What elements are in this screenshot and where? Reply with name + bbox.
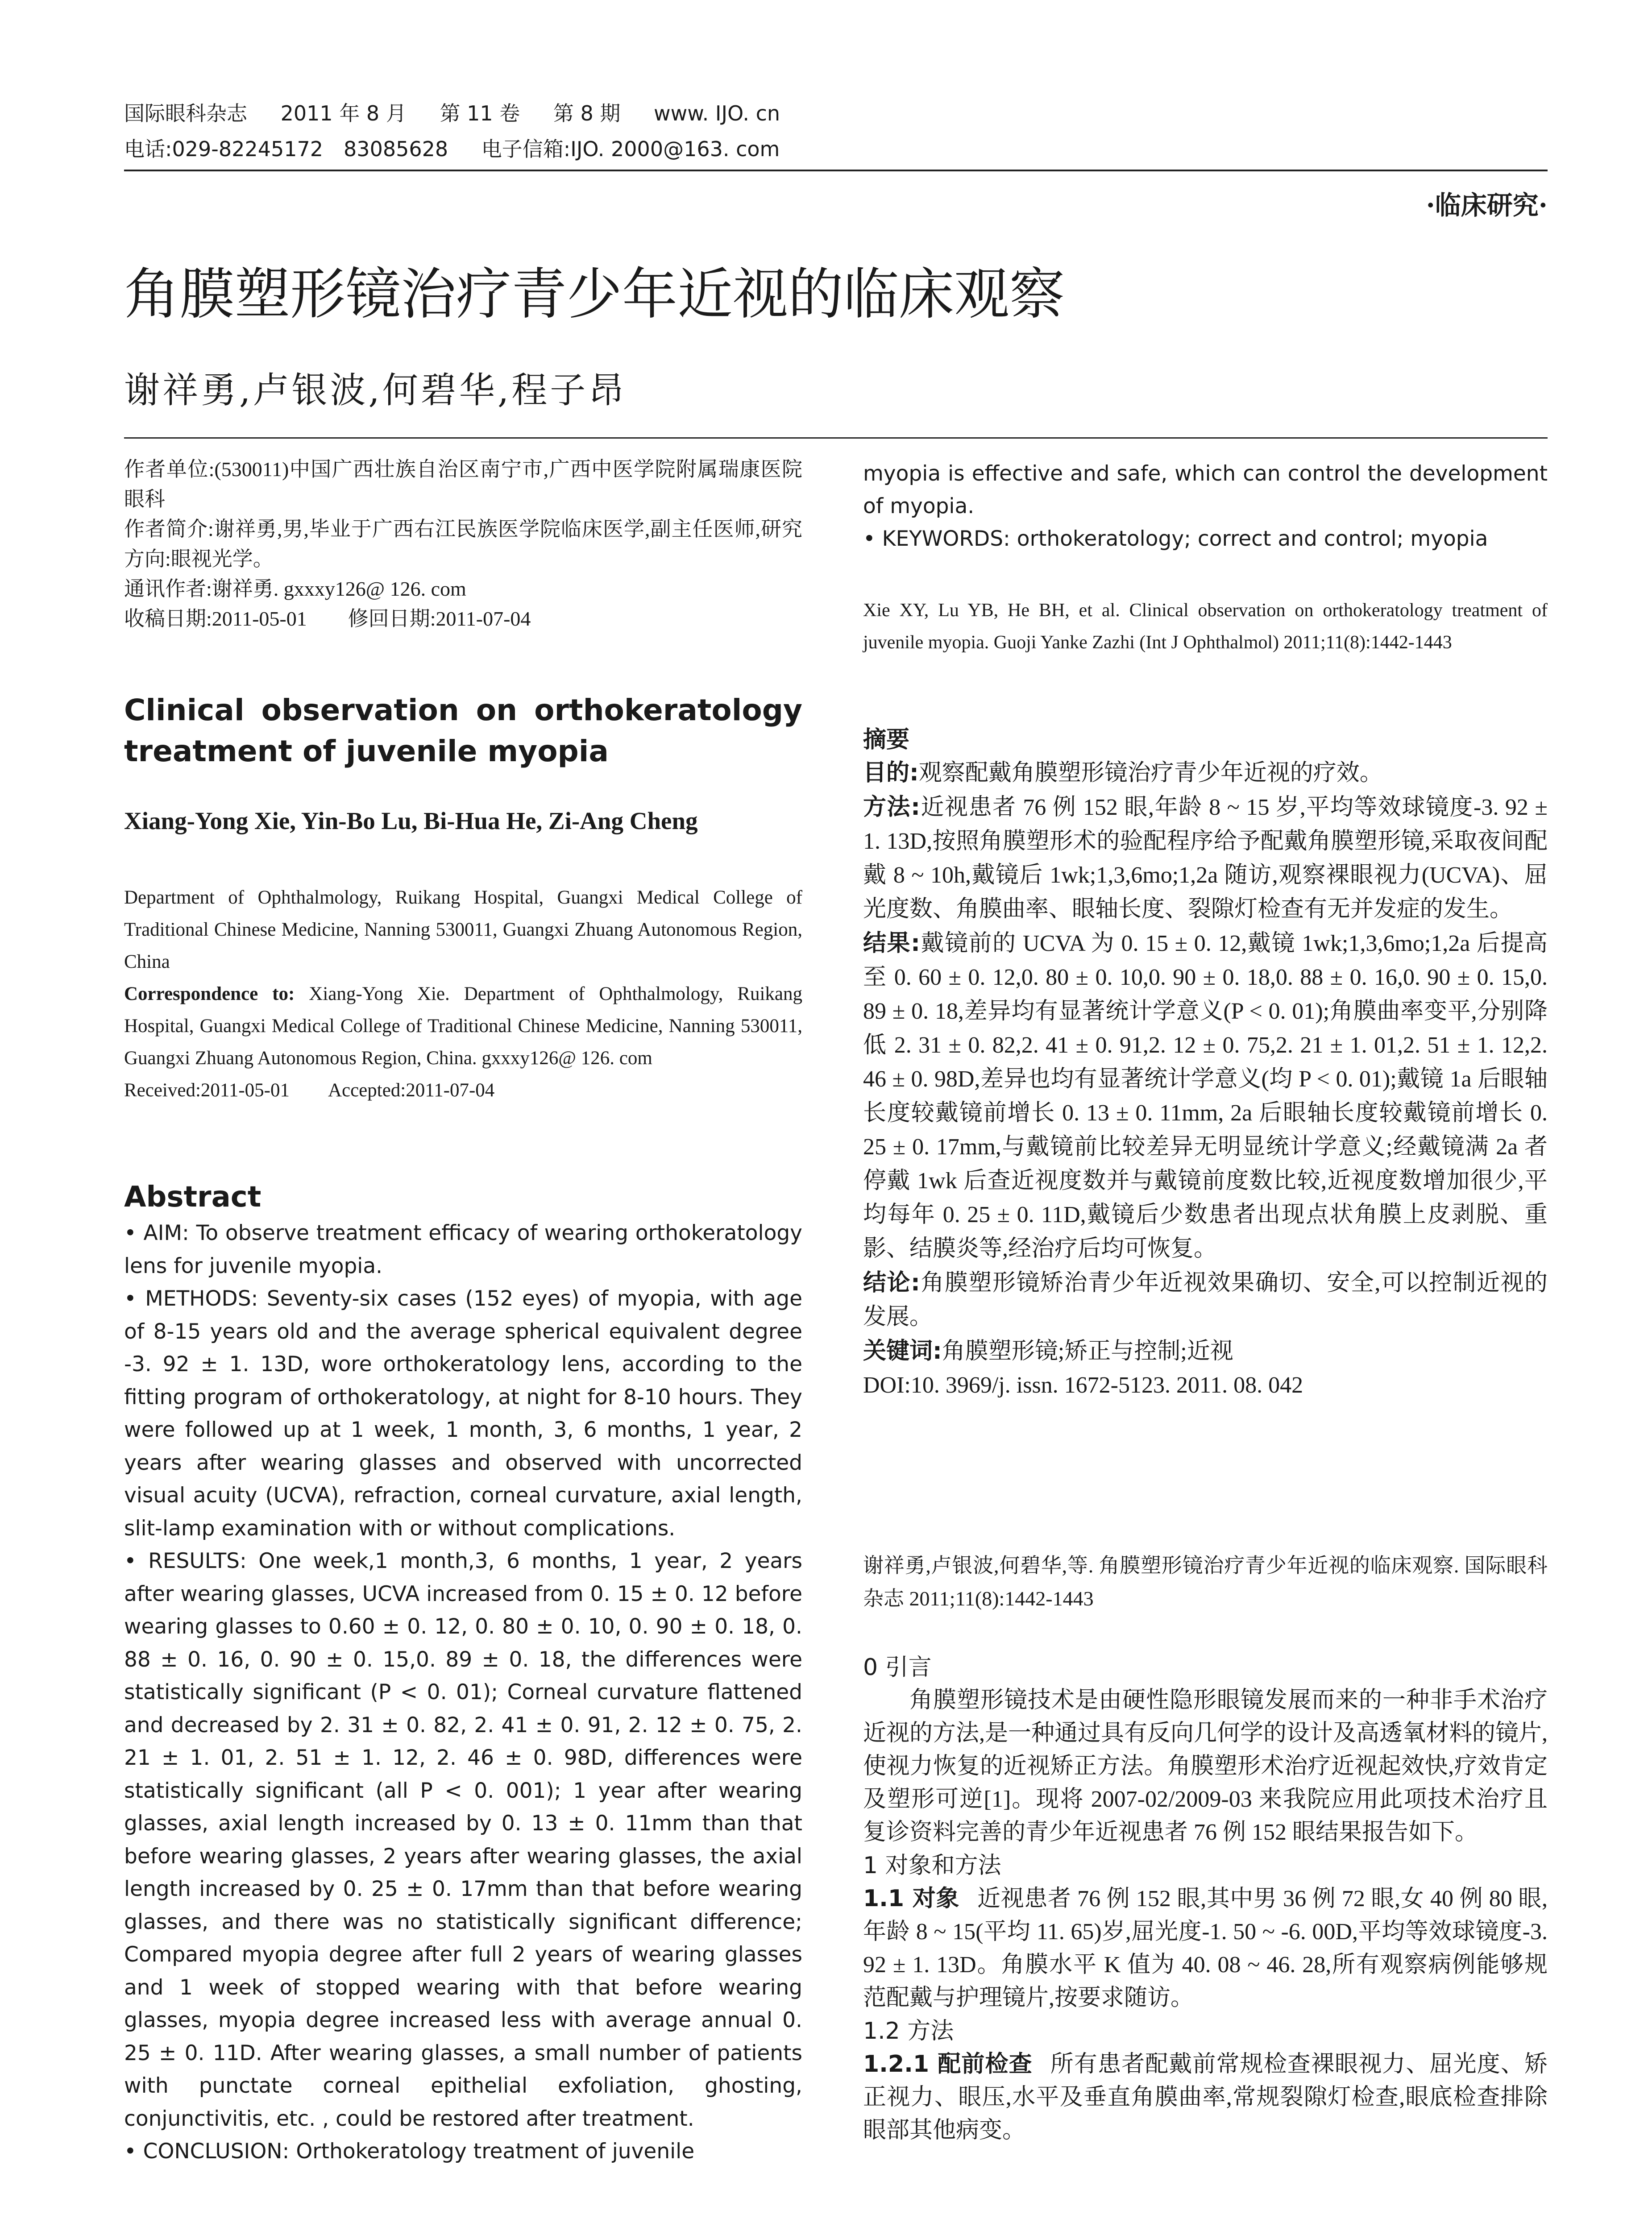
en-corr-text: Xiang-Yong Xie. Department of Ophthalmology, Ruikang Hospital, Guangxi Medical College of Traditional Chinese Medicine, Nanning 530011, Guangxi Zhuang Autonomous Region, China. gxxxy126@ 126. com [124,983,802,1069]
issue-date: 2011 年 8 月 [280,101,407,125]
cn-results [863,926,1548,1266]
cn-dates: 收稿日期:2011-05-01 修回日期:2011-07-04 [124,607,531,630]
abstract-results: • RESULTS: One week,1 month,3, 6 months, 1 year, 2 years after wearing glasses, UCVA increased from 0. 15 ± 0. 12 before wearing glasses to 0.60 ± 0. 12, 0. 80 ± 0. 10, 0. 90 ± 0. 18, 0. 88 ± 0. 16, 0. 90 ± 0. 15,0. 89 ± 0. 18, the differences were statistically significant (P < 0. 01); Corneal curvature flattened and decreased by 2. 31 ± 0. 82, 2. 41 ± 0. 91, 2. 12 ± 0. 75, 2. 21 ± 1. 01, 2. 51 ± 1. 12, 2. 46 ± 0. 98D, differences were statistically significant (all P < 0. 001); 1 year after wearing glasses, axial length increased by 0. 13 ± 0. 11mm than that before wearing glasses, 2 years after wearing glasses, the axial length increased by 0. 25 ± 0. 17mm than that before wearing glasses, and there was no statistically significant difference; Compared myopia degree after full 2 years of wearing glasses and 1 week of stopped wearing with that before wearing glasses, myopia degree increased less with average annual 0. 25 ± 0. 11D. After wearing glasses, a small number of patients with punctate corneal epithelial exfoliation, ghosting, conjunctivitis, etc. , could be restored after treatment. [124,1549,802,2131]
abstract-conclusion-start: • CONCLUSION: Orthokeratology treatment of juvenile [124,2139,695,2164]
section-1-2-1-label: 1.2.1 配前检查 [863,2051,1033,2078]
en-abstract-body [124,1217,802,2168]
intro-paragraph: 角膜塑形镜技术是由硬性隐形眼镜发展而来的一种非手术治疗近视的方法,是一种通过具有反向几何学的设计及高透氧材料的镜片,使视力恢复的近视矫正方法。角膜塑形术治疗近视起效快,疗效肯定及塑形可逆[1]。现将 2007-02/2009-03 来我院应用此项技术治疗且复诊资料完善的青少年近视患者 76 例 152 眼结果报告如下。 [863,1688,1548,1845]
cn-results-text: 戴镜前的 UCVA 为 0. 15 ± 0. 12,戴镜 1wk;1,3,6mo;1,2a 后提高至 0. 60 ± 0. 12,0. 80 ± 0. 10,0. 90 ± 0. 18,0. 88 ± 0. 16,0. 90 ± 0. 15,0. 89 ± 0. 18,差异均有显著统计学意义(P < 0. 01);角膜曲率变平,分别降低 2. 31 ± 0. 82,2. 41 ± 0. 91,2. 12 ± 0. 75,2. 21 ± 1. 01,2. 51 ± 1. 12,2. 46 ± 0. 98D,差异也均有显著统计学意义(均 P < 0. 01);戴镜 1a 后眼轴长度较戴镜前增长 0. 13 ± 0. 11mm, 2a 后眼轴长度较戴镜前增长 0. 25 ± 0. 17mm,与戴镜前比较差异无明显统计学意义;经戴镜满 2a 者停戴 1wk 后查近视度数并与戴镜前度数比较,近视度数增加很少,平均每年 0. 25 ± 0. 11D,戴镜后少数患者出现点状角膜上皮剥脱、重影、结膜炎等,经治疗后均可恢复。 [863,931,1548,1261]
en-dates: Received:2011-05-01 Accepted:2011-07-04 [124,1080,495,1101]
cn-keywords-label: 关键词: [863,1338,942,1364]
cn-conclusion-text: 角膜塑形镜矫治青少年近视效果确切、安全,可以控制近视的发展。 [863,1270,1548,1330]
section-1-2-heading: 1.2 方法 [863,2018,954,2044]
citation-en: Xie XY, Lu YB, He BH, et al. Clinical observation on orthokeratology treatment of juvenile myopia. Guoji Yanke Zazhi (Int J Ophthalmol) 2011;11(8):1442-1443 [863,600,1548,653]
journal-contact [124,133,1552,165]
cn-abstract-heading: 摘要 [863,726,910,753]
volume: 第 11 卷 [440,101,520,125]
cn-aim-text: 观察配戴角膜塑形镜治疗青少年近视的疗效。 [918,760,1383,786]
section-1-1 [863,1882,1548,2015]
abstract-methods: • METHODS: Seventy-six cases (152 eyes) of myopia, with age of 8-15 years old and the average spherical equivalent degree -3. 92 ± 1. 13D, wore orthokeratology lens, according to the fitting program of orthokeratology, at night for 8-10 hours. They were followed up at 1 week, 1 month, 3, 6 months, 1 year, 2 years after wearing glasses and observed with uncorrected visual acuity (UCVA), refraction, corneal curvature, axial length, slit-lamp examination with or without complications. [124,1286,802,1541]
article-title: 角膜塑形镜治疗青少年近视的临床观察 [124,262,1065,327]
cn-aim-label: 目的: [863,759,919,786]
cn-abstract-body [863,756,1548,1402]
en-affiliation-block [124,882,802,1107]
en-authors: Xiang-Yong Xie, Yin-Bo Lu, Bi-Hua He, Zi-Ang Cheng [124,807,698,834]
cn-keywords-text: 角膜塑形镜;矫正与控制;近视 [942,1339,1233,1364]
cn-affiliation: 作者单位:(530011)中国广西壮族自治区南宁市,广西中医学院附属瑞康医院眼科 [124,458,802,510]
en-corr-label: Correspondence to: [124,983,295,1004]
cn-aim [863,756,1548,790]
cn-conclusion-label: 结论: [863,1269,920,1296]
abstract-aim: • AIM: To observe treatment efficacy of wearing orthokeratology lens for juvenile myopia. [124,1221,802,1278]
section-1-2-1-text: 所有患者配戴前常规检查裸眼视力、屈光度、矫正视力、眼压,水平及垂直角膜曲率,常规裂隙灯检查,眼底检查排除眼部其他病变。 [863,2052,1548,2143]
abstract-conclusion-end: myopia is effective and safe, which can control the development of myopia. [863,461,1548,518]
title-rule [124,437,1548,439]
journal-phone: 电话:029-82245172 83085628 [124,137,448,161]
section-1-1-label: 1.1 对象 [863,1885,960,1912]
en-abstract-continued [863,457,1548,555]
section-tag: ·临床研究· [1426,190,1548,220]
citation-cn: 谢祥勇,卢银波,何碧华,等. 角膜塑形镜治疗青少年近视的临床观察. 国际眼科杂志 2011;11(8):1442-1443 [863,1554,1548,1610]
en-correspondence [124,978,802,1074]
cn-correspondence: 通讯作者:谢祥勇. gxxxy126@ 126. com [124,577,466,600]
cn-keywords [863,1334,1548,1368]
journal-website: www. IJO. cn [654,101,780,125]
abstract-keywords: • KEYWORDS: orthokeratology; correct and control; myopia [863,527,1488,551]
en-title: Clinical observation on orthokeratology treatment of juvenile myopia [124,693,802,768]
issue-number: 第 8 期 [553,101,621,125]
journal-name: 国际眼科杂志 [124,101,247,125]
main-text [863,1651,1548,2147]
cn-conclusion [863,1266,1548,1334]
cn-methods [863,790,1548,926]
article-authors: 谢祥勇,卢银波,何碧华,程子昂 [124,369,627,411]
header-rule [124,170,1548,171]
cn-author-bio: 作者简介:谢祥勇,男,毕业于广西右江民族医学院临床医学,副主任医师,研究方向:眼视光学。 [124,518,802,570]
doi: DOI:10. 3969/j. issn. 1672-5123. 2011. 08. 042 [863,1373,1303,1398]
cn-results-label: 结果: [863,930,920,957]
abstract-heading: Abstract [124,1181,261,1214]
en-affiliation: Department of Ophthalmology, Ruikang Hospital, Guangxi Medical College of Traditional Chinese Medicine, Nanning 530011, Guangxi Zhuang Autonomous Region, China [124,887,802,972]
intro-heading: 0 引言 [863,1654,932,1681]
cn-author-info [124,454,802,634]
journal-header [124,97,1552,129]
cn-methods-label: 方法: [863,794,920,821]
section-1-heading: 1 对象和方法 [863,1852,1001,1879]
section-1-1-text: 近视患者 76 例 152 眼,其中男 36 例 72 眼,女 40 例 80 眼,年龄 8 ~ 15(平均 11. 65)岁,屈光度-1. 50 ~ -6. 00D,平均等效球镜度-3. 92 ± 1. 13D。角膜水平 K 值为 40. 08 ~ 46. 28,所有观察病例能够规范配戴与护理镜片,按要求随访。 [863,1886,1548,2011]
cn-methods-text: 近视患者 76 例 152 眼,年龄 8 ~ 15 岁,平均等效球镜度-3. 92 ± 1. 13D,按照角膜塑形术的验配程序给予配戴角膜塑形镜,采取夜间配戴 8 ~ 10h,戴镜后 1wk;1,3,6mo;1,2a 随访,观察裸眼视力(UCVA)、屈光度数、角膜曲率、眼轴长度、裂隙灯检查有无并发症的发生。 [863,795,1548,922]
section-1-2-1 [863,2048,1548,2147]
journal-email: 电子信箱:IJO. 2000@163. com [481,137,780,161]
